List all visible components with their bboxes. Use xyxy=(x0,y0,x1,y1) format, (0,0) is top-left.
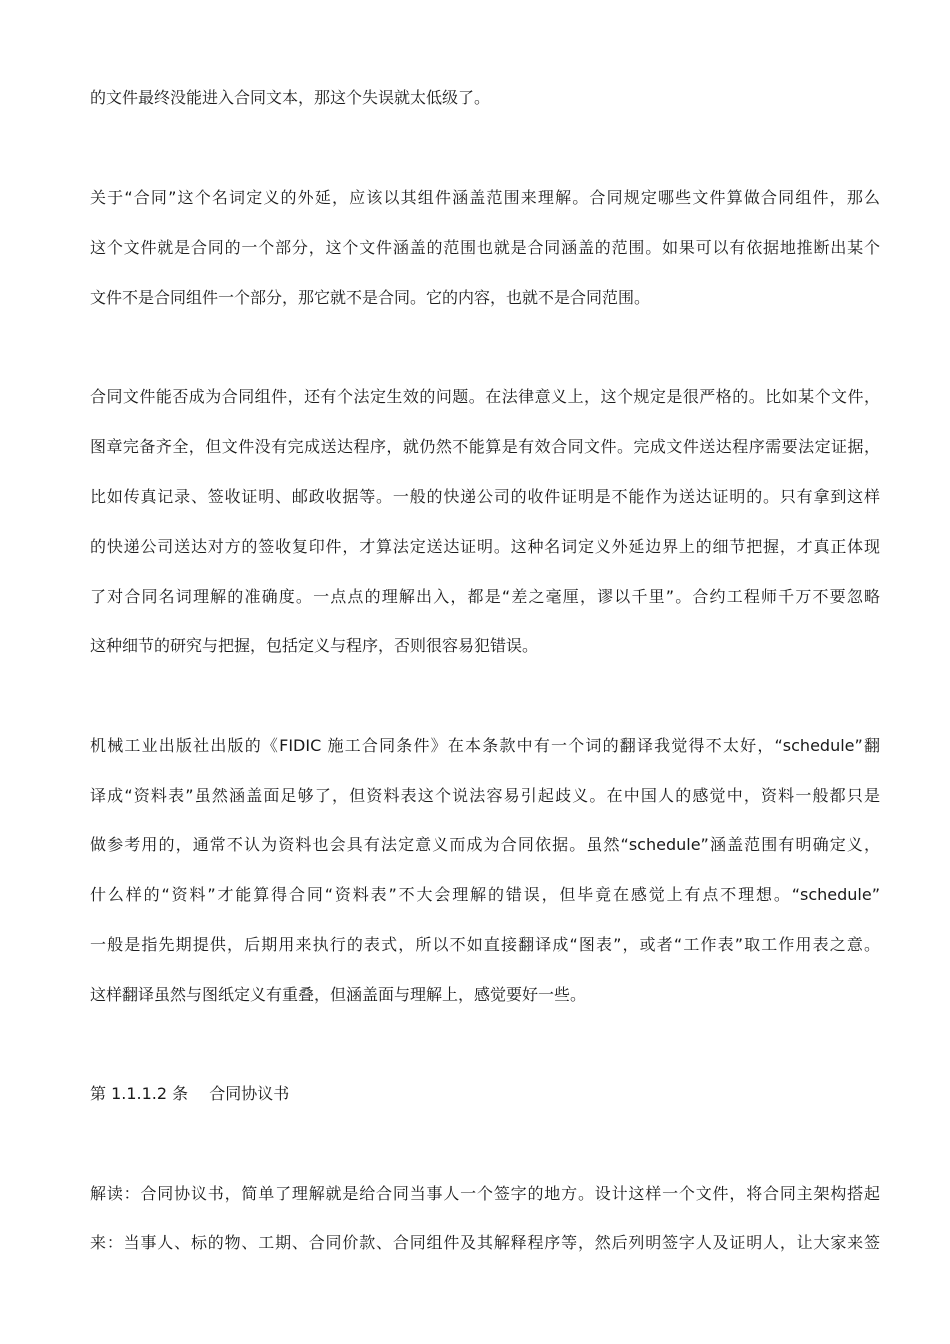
text-line: 译成“资料表”虽然涵盖面足够了，但资料表这个说法容易引起歧义。在中国人的感觉中，资料一般都只是 xyxy=(90,786,880,805)
text-line: 解读：合同协议书，简单了理解就是给合同当事人一个签字的地方。设计这样一个文件，将合同主架构搭起 xyxy=(90,1184,880,1203)
text-line: 的快递公司送达对方的签收复印件，才算法定送达证明。这种名词定义外延边界上的细节把握，才真正体现 xyxy=(90,537,880,556)
text-line: 合同文件能否成为合同组件，还有个法定生效的问题。在法律意义上，这个规定是很严格的。比如某个文件， xyxy=(90,387,880,406)
text-line: 这样翻译虽然与图纸定义有重叠，但涵盖面与理解上，感觉要好一些。 xyxy=(90,985,587,1004)
text-line: 的文件最终没能进入合同文本，那这个失误就太低级了。 xyxy=(90,88,491,107)
text-line: 关于“合同”这个名词定义的外延，应该以其组件涵盖范围来理解。合同规定哪些文件算做合同组件，那么 xyxy=(90,188,880,207)
clause-heading: 第 1.1.1.2 条 合同协议书 xyxy=(90,1084,290,1103)
text-line: 比如传真记录、签收证明、邮政收据等。一般的快递公司的收件证明是不能作为送达证明的。只有拿到这样 xyxy=(90,487,880,506)
text-line: 这种细节的研究与把握，包括定义与程序，否则很容易犯错误。 xyxy=(90,636,539,655)
text-line: 了对合同名词理解的准确度。一点点的理解出入，都是“差之毫厘，谬以千里”。合约工程师千万不要忽略 xyxy=(90,587,880,606)
text-line: 一般是指先期提供，后期用来执行的表式，所以不如直接翻译成“图表”，或者“工作表”取工作用表之意。 xyxy=(90,935,880,954)
text-line: 文件不是合同组件一个部分，那它就不是合同。它的内容，也就不是合同范围。 xyxy=(90,288,651,307)
text-line: 做参考用的，通常不认为资料也会具有法定意义而成为合同依据。虽然“schedule”涵盖范围有明确定义， xyxy=(90,835,880,854)
text-line: 这个文件就是合同的一个部分，这个文件涵盖的范围也就是合同涵盖的范围。如果可以有依据地推断出某个 xyxy=(90,238,880,257)
text-line: 机械工业出版社出版的《FIDIC 施工合同条件》在本条款中有一个词的翻译我觉得不太好，“schedule”翻 xyxy=(90,736,880,755)
text-line: 什么样的“资料”才能算得合同“资料表”不大会理解的错误，但毕竟在感觉上有点不理想。“schedule” xyxy=(90,885,880,904)
text-line: 来：当事人、标的物、工期、合同价款、合同组件及其解释程序等，然后列明签字人及证明人，让大家来签 xyxy=(90,1233,880,1252)
text-line: 图章完备齐全，但文件没有完成送达程序，就仍然不能算是有效合同文件。完成文件送达程序需要法定证据， xyxy=(90,437,880,456)
